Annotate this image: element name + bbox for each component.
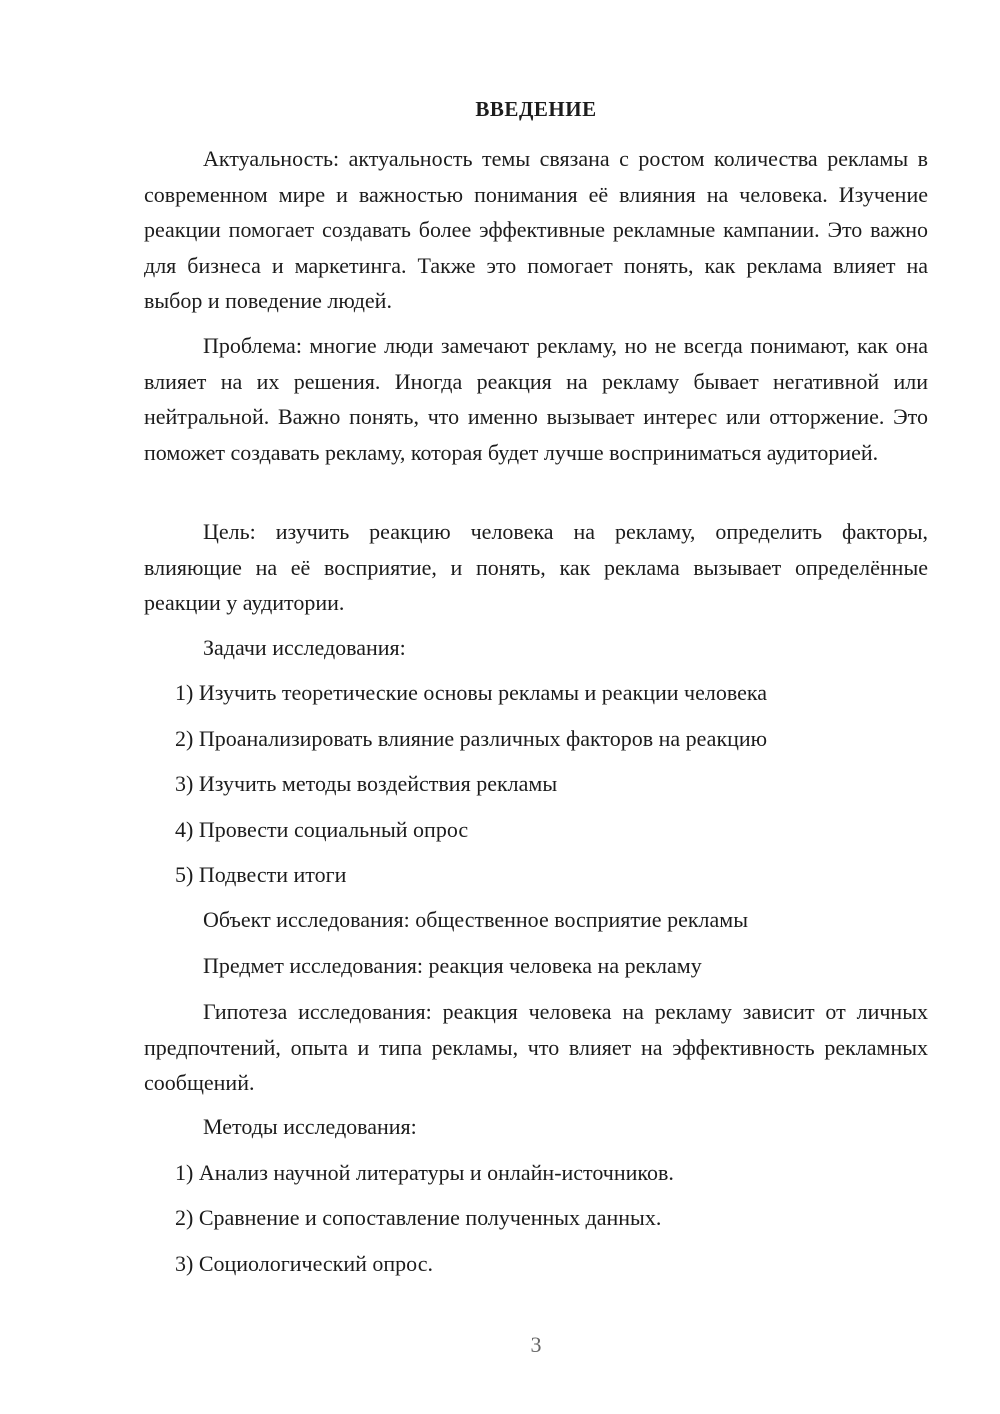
- list-item: 5) Подвести итоги: [175, 862, 347, 887]
- list-item: 3) Изучить методы воздействия рекламы: [175, 771, 558, 796]
- list-item: 2) Сравнение и сопоставление полученных данных.: [175, 1205, 662, 1230]
- tasks-title: Задачи исследования:: [203, 635, 406, 660]
- subject-line: Предмет исследования: реакция человека на рекламу: [203, 953, 702, 978]
- page-number: 3: [530, 1332, 542, 1357]
- list-item: 4) Провести социальный опрос: [175, 817, 469, 842]
- goal-paragraph: Цель: изучить реакцию человека на рекламу, определить факторы, влияющие на её восприятие, и понять, как реклама вызывает определённые реакции у аудитории.: [144, 519, 928, 615]
- relevance-paragraph: Актуальность: актуальность темы связана с ростом количества рекламы в современном мире и важностью понимания её влияния на человека. Изучение реакции помогает создавать более эффективные рекламные кампании. Это важно для бизнеса и маркетинга. Также это помогает понять, как реклама влияет на выбор и поведение людей.: [144, 146, 928, 313]
- list-item: 1) Изучить теоретические основы рекламы и реакции человека: [175, 680, 768, 705]
- list-item: 1) Анализ научной литературы и онлайн-источников.: [175, 1160, 674, 1185]
- problem-paragraph: Проблема: многие люди замечают рекламу, но не всегда понимают, как она влияет на их решения. Иногда реакция на рекламу бывает негативной или нейтральной. Важно понять, что именно вызывает интерес или отторжение. Это поможет создавать рекламу, которая будет лучше восприниматься аудиторией.: [144, 333, 928, 465]
- hypothesis-paragraph: Гипотеза исследования: реакция человека на рекламу зависит от личных предпочтений, опыта и типа рекламы, что влияет на эффективность рекламных сообщений.: [144, 999, 928, 1095]
- object-line: Объект исследования: общественное восприятие рекламы: [203, 907, 748, 932]
- page-title: ВВЕДЕНИЕ: [475, 97, 597, 121]
- list-item: 3) Социологический опрос.: [175, 1251, 433, 1276]
- methods-title: Методы исследования:: [203, 1114, 417, 1139]
- list-item: 2) Проанализировать влияние различных факторов на реакцию: [175, 726, 768, 751]
